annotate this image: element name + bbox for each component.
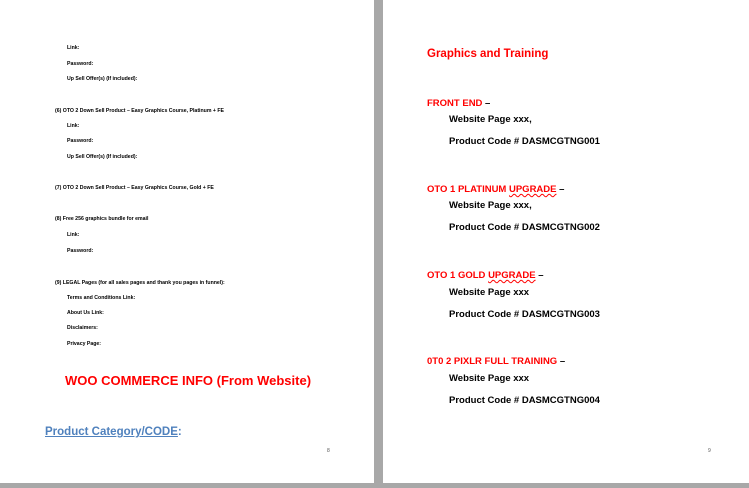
oto2-label: 0T0 2 PIXLR FULL TRAINING (427, 356, 558, 367)
front-end-dash: – (482, 98, 491, 109)
oto1-gold-upgrade: UPGRADE (488, 270, 536, 281)
oto1-gold-product-code: Product Code # DASMCGTNG003 (449, 309, 600, 320)
product-category-text: Product Category/CODE (45, 426, 178, 438)
privacy-label: Privacy Page: (67, 341, 102, 347)
document-page-9 (383, 0, 749, 483)
item-7-heading: (7) OTO 2 Down Sell Product – Easy Graphics Course, Gold + FE (55, 185, 214, 191)
about-link-label: About Us Link: (67, 310, 104, 316)
link-label: Link: (67, 123, 80, 129)
upsell-label: Up Sell Offer(s) (If included): (67, 154, 138, 160)
item-6-heading: (6) OTO 2 Down Sell Product – Easy Graphics Course, Platinum + FE (55, 108, 224, 114)
oto2-website-page: Website Page xxx (449, 373, 530, 384)
password-label: Password: (67, 248, 94, 254)
oto2-product-code: Product Code # DASMCGTNG004 (449, 395, 600, 406)
page-number: 9 (708, 448, 711, 454)
oto1-gold-heading (427, 266, 544, 282)
disclaimers-label: Disclaimers: (67, 325, 98, 331)
oto1-platinum-heading (427, 180, 564, 196)
document-page-8 (0, 0, 374, 483)
upsell-label: Up Sell Offer(s) (If included): (67, 76, 138, 82)
link-label: Link: (67, 45, 80, 51)
woo-commerce-heading: WOO COMMERCE INFO (From Website) (65, 373, 312, 388)
oto1-platinum-product-code: Product Code # DASMCGTNG002 (449, 222, 600, 233)
product-category-colon: : (177, 426, 182, 438)
page-number: 8 (327, 448, 330, 454)
item-8-heading: (8) Free 256 graphics bundle for email (55, 216, 149, 222)
front-end-website-page: Website Page xxx, (449, 114, 532, 125)
oto1-gold-website-page: Website Page xxx (449, 287, 530, 298)
front-end-heading (427, 94, 490, 110)
password-label: Password: (67, 138, 94, 144)
oto1-platinum-dash: – (556, 184, 565, 195)
oto1-platinum-upgrade: UPGRADE (508, 184, 557, 195)
terms-link-label: Terms and Conditions Link: (67, 295, 136, 301)
oto2-dash: – (557, 356, 566, 367)
oto1-platinum-label: OTO 1 PLATINUM (427, 184, 509, 195)
oto1-gold-label: OTO 1 GOLD (427, 270, 489, 281)
product-category-heading (45, 423, 182, 439)
password-label: Password: (67, 61, 94, 67)
front-end-product-code: Product Code # DASMCGTNG001 (449, 136, 600, 147)
oto1-platinum-website-page: Website Page xxx, (449, 200, 532, 211)
front-end-label: FRONT END (427, 98, 483, 109)
oto1-gold-dash: – (535, 270, 544, 281)
item-9-heading: (9) LEGAL Pages (for all sales pages and thank you pages in funnel): (55, 280, 225, 286)
oto2-heading (427, 352, 565, 368)
link-label: Link: (67, 232, 80, 238)
graphics-training-title: Graphics and Training (427, 48, 549, 60)
